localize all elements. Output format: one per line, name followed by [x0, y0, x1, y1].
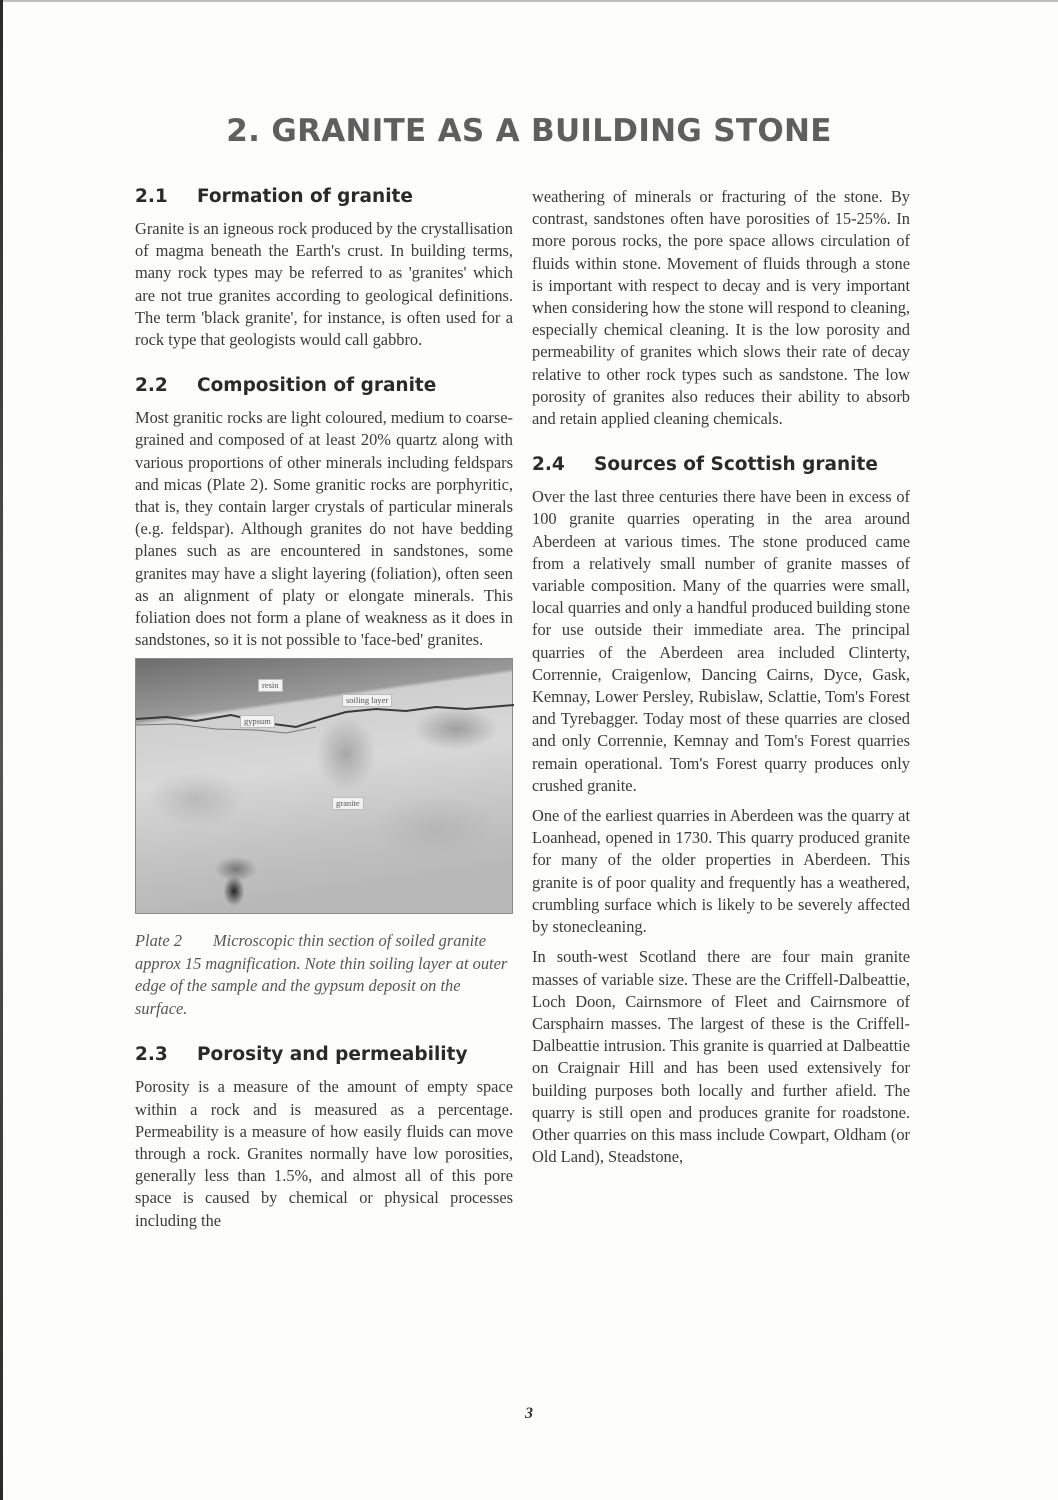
paragraph-porosity: Porosity is a measure of the amount of empty space within a rock and is measured as a percentage. Permeability is a measure of how easily fluids can move through a rock. Granites normally have low porosities, generally less than 1.5%, and almost all of this pore space is caused by chemical or physical processes including the	[135, 1077, 513, 1230]
paragraph-sources-loanhead: One of the earliest quarries in Aberdeen was the quarry at Loanhead, opened in 1730. This quarry produced granite for many of the older properties in Aberdeen. This granite is of poor quality and frequently has a weathered, crumbling surface which is likely to be severely affected by stonecleaning.	[532, 806, 910, 937]
label-granite: granite	[332, 797, 364, 810]
chapter-title: 2. GRANITE AS A BUILDING STONE	[226, 113, 832, 149]
section-number: 2.4	[532, 454, 565, 476]
page-top-edge	[0, 0, 1058, 2]
plate-caption	[135, 930, 513, 1020]
section-number: 2.2	[135, 375, 168, 397]
right-column	[532, 186, 910, 1168]
paragraph-sources-aberdeen: Over the last three centuries there have been in excess of 100 granite quarries operating in the area around Aberdeen at various times. The stone produced came from a relatively small number of granite masses of variable composition. Many of the quarries were small, local quarries and only a handful produced building stone for use outside their immediate area. The principal quarries of the Aberdeen area included Clinterty, Corrennie, Craigenlow, Dancing Cairns, Dyce, Gask, Kemnay, Lower Persley, Rubislaw, Sclattie, Tom's Forest and Tyrebagger. Today most of these quarries are closed and only Corrennie, Kemnay and Tom's Forest quarries remain operational. Tom's Forest quarry produces only crushed granite.	[532, 487, 910, 795]
paragraph-porosity-continued: weathering of minerals or fracturing of the stone. By contrast, sandstones often have porosities of 15-25%. In more porous rocks, the pore space allows circulation of fluids within stone. Movement of fluids through a stone is important with respect to decay and is very important when considering how the stone will respond to cleaning, especially chemical cleaning. It is the low porosity and permeability of granites which slows their rate of decay relative to other rock types such as sandstone. The low porosity of granites also reduces their ability to absorb and retain applied cleaning chemicals.	[532, 187, 910, 429]
page-number: 3	[525, 1405, 533, 1422]
page-binding-edge	[0, 0, 3, 1500]
label-resin: resin	[258, 679, 283, 692]
section-heading-2-3	[135, 1044, 513, 1065]
section-number: 2.3	[135, 1044, 168, 1066]
section-heading-2-2	[135, 375, 513, 396]
section-title: Formation of granite	[197, 186, 413, 207]
paragraph-sources-southwest: In south-west Scotland there are four main granite masses of variable size. These are the Criffell-Dalbeattie, Loch Doon, Cairnsmore of Fleet and Cairnsmore of Carsphairn masses. The largest of these is the Criffell-Dalbeattie intrusion. This granite is quarried at Dalbeattie on Craignair Hill and has been used extensively for building purposes both locally and further afield. The quarry is still open and produces granite for roadstone. Other quarries on this mass include Cowpart, Oldham (or Old Land), Steadstone,	[532, 947, 910, 1167]
label-gypsum: gypsum	[240, 715, 275, 728]
plate-2-micrograph	[135, 658, 513, 914]
section-number: 2.1	[135, 186, 168, 207]
section-heading-2-1	[135, 186, 513, 207]
soiling-layer-line	[136, 697, 514, 737]
label-soiling-layer: soiling layer	[342, 694, 392, 707]
section-title: Porosity and permeability	[197, 1044, 468, 1066]
caption-plate-number: Plate 2	[135, 931, 182, 951]
section-heading-2-4	[532, 454, 910, 475]
left-column	[135, 186, 513, 1232]
paragraph-composition: Most granitic rocks are light coloured, medium to coarse-grained and composed of at least 20% quartz along with various proportions of other minerals including feldspars and micas (Plate 2). Some granitic rocks are porphyritic, that is, they contain larger crystals of particular minerals (e.g. feldspar). Although granites do not have bedding planes such as are encountered in sandstones, some granites may have a slight layering (foliation), often seen as an alignment of platy or elongate minerals. This foliation does not form a plane of weakness as it does in sandstones, so it is not possible to 'face-bed' granites.	[135, 408, 513, 650]
section-title: Composition of granite	[197, 375, 437, 397]
section-title: Sources of Scottish granite	[594, 454, 878, 476]
caption-text: Microscopic thin section of soiled granite approx 15 magnification. Note thin soiling layer at outer edge of the sample and the gypsum deposit on the surface.	[135, 931, 508, 1018]
paragraph-formation: Granite is an igneous rock produced by the crystallisation of magma beneath the Earth's crust. In building terms, many rock types may be referred to as 'granites' which are not true granites according to geological definitions. The term 'black granite', for instance, is often used for a rock type that geologists would call gabbro.	[135, 219, 513, 350]
